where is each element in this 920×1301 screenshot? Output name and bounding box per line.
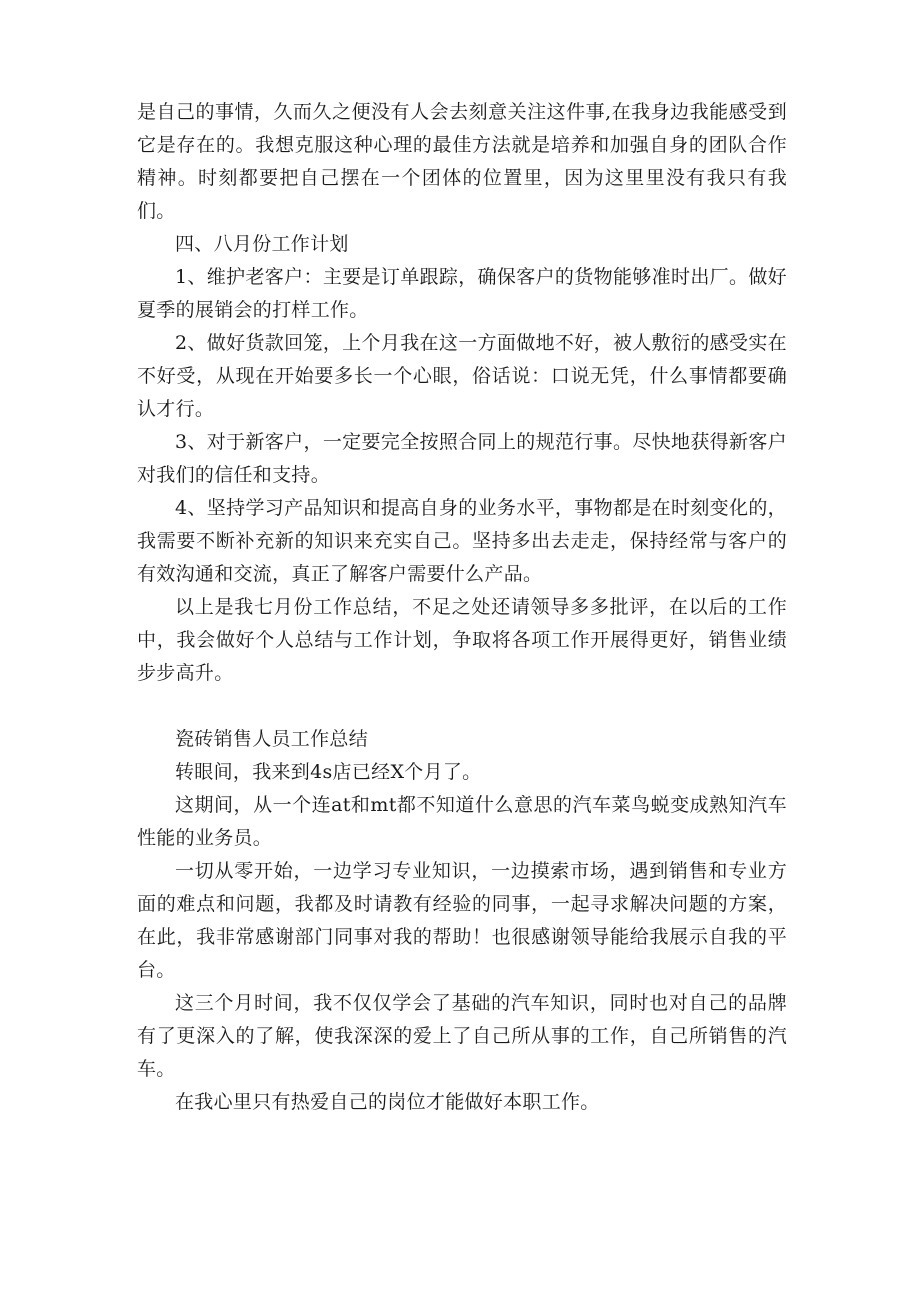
paragraph-period: 这期间，从一个连at和mt都不知道什么意思的汽车菜鸟蜕变成熟知汽车性能的业务员。 <box>137 794 787 849</box>
paragraph-three-months: 这三个月时间，我不仅仅学会了基础的汽车知识，同时也对自己的品牌有了更深入的了解，使我深深的爱上了自己所从事的工作，自己所销售的汽车。 <box>137 992 787 1080</box>
paragraph-learning: 一切从零开始，一边学习专业知识，一边摸索市场，遇到销售和专业方面的难点和问题，我都及时请教有经验的同事，一起寻求解决问题的方案，在此，我非常感谢部门同事对我的帮助！也很感谢领导能给我展示自我的平台。 <box>137 860 787 981</box>
paragraph-plan-item-4: 4、坚持学习产品知识和提高自身的业务水平，事物都是在时刻变化的，我需要不断补充新的知识来充实自己。坚持多出去走走，保持经常与客户的有效沟通和交流，真正了解客户需要什么产品。 <box>137 497 787 585</box>
section-title: 瓷砖销售人员工作总结 <box>175 728 369 750</box>
paragraph-closing: 在我心里只有热爱自己的岗位才能做好本职工作。 <box>175 1091 600 1113</box>
section-spacer <box>137 690 787 723</box>
paragraph-intro: 转眼间，我来到4s店已经X个月了。 <box>175 761 482 783</box>
paragraph-continuation: 是自己的事情，久而久之便没有人会去刻意关注这件事,在我身边我能感受到它是存在的。我想克服这种心理的最佳方法就是培养和加强自身的团队合作精神。时刻都要把自己摆在一个团体的位置里，因为这里里没有我只有我们。 <box>137 101 787 222</box>
paragraph-plan-item-3: 3、对于新客户，一定要完全按照合同上的规范行事。尽快地获得新客户对我们的信任和支持。 <box>137 431 787 486</box>
paragraph-conclusion: 以上是我七月份工作总结，不足之处还请领导多多批评，在以后的工作中，我会做好个人总结与工作计划，争取将各项工作开展得更好，销售业绩步步高升。 <box>137 596 787 684</box>
paragraph-plan-item-1: 1、维护老客户：主要是订单跟踪，确保客户的货物能够准时出厂。做好夏季的展销会的打样工作。 <box>137 266 787 321</box>
section-heading-august-plan: 四、八月份工作计划 <box>175 233 349 255</box>
document-body <box>137 96 787 1119</box>
paragraph-plan-item-2: 2、做好货款回笼，上个月我在这一方面做地不好，被人敷衍的感受实在不好受，从现在开始要多长一个心眼，俗话说：口说无凭，什么事情都要确认才行。 <box>137 332 787 420</box>
